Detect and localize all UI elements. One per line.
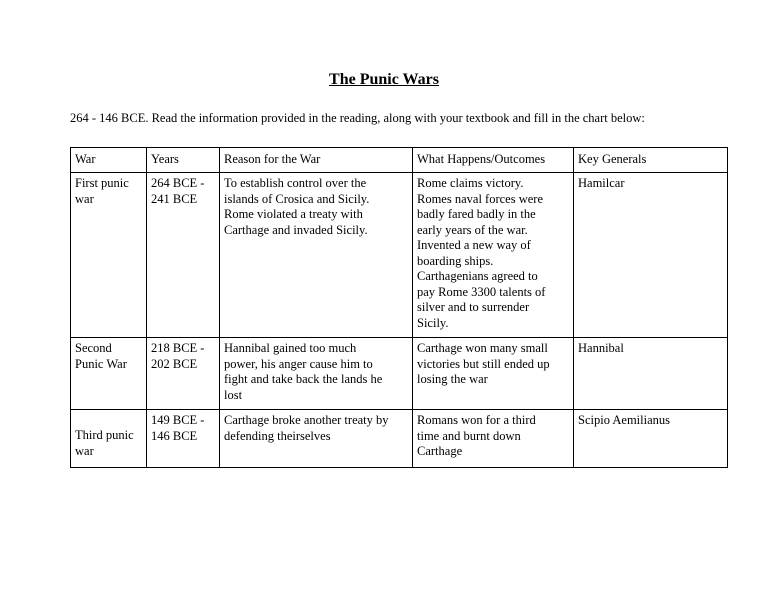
cell-line: 149 BCE -: [151, 413, 205, 427]
document-title: The Punic Wars: [329, 71, 439, 88]
cell-line: Hannibal: [578, 341, 624, 355]
cell-generals: [574, 338, 728, 410]
cell-line: 264 BCE -: [151, 176, 205, 190]
cell-line: fight and take back the lands he: [224, 372, 383, 386]
cell-line: Punic War: [75, 356, 127, 371]
cell-line: islands of Crosica and Sicily.: [224, 191, 370, 206]
cell-generals: [574, 410, 728, 468]
cell-reason: [220, 410, 413, 468]
cell-line: time and burnt down: [417, 428, 521, 443]
header-outcomes: What Happens/Outcomes: [413, 148, 574, 173]
cell-spacer: [75, 413, 142, 428]
cell-years: [147, 173, 220, 338]
cell-line: Rome claims victory.: [417, 176, 524, 190]
cell-outcome: [413, 410, 574, 468]
cell-line: defending theirselves: [224, 428, 331, 443]
intro-text: 264 - 146 BCE. Read the information provided in the reading, along with your textbook and fill in the chart below:: [70, 111, 645, 125]
cell-reason: [220, 173, 413, 338]
cell-line: Rome violated a treaty with: [224, 207, 363, 221]
cell-years: [147, 338, 220, 410]
punic-wars-chart: [70, 147, 728, 468]
cell-outcome: [413, 338, 574, 410]
cell-line: Invented a new way of: [417, 238, 531, 252]
header-years: Years: [147, 148, 220, 173]
cell-line: Scipio Aemilianus: [578, 413, 671, 427]
table-header-row: [71, 148, 728, 173]
cell-line: victories but still ended up: [417, 356, 550, 371]
cell-line: boarding ships.: [417, 253, 494, 268]
cell-line: Sicily.: [417, 315, 449, 330]
header-reason: Reason for the War: [220, 148, 413, 173]
cell-generals: [574, 173, 728, 338]
header-key-generals: Key Generals: [574, 148, 728, 173]
cell-outcome: [413, 173, 574, 338]
cell-line: 202 BCE: [151, 356, 198, 371]
cell-line: Carthage broke another treaty by: [224, 413, 389, 427]
cell-line: Carthage: [417, 444, 463, 458]
table-row-third-punic-war: [71, 410, 728, 468]
cell-line: Hamilcar: [578, 176, 625, 190]
cell-line: Carthage and invaded Sicily.: [224, 222, 368, 237]
cell-line: Carthagenians agreed to: [417, 269, 538, 283]
cell-line: war: [75, 443, 94, 458]
cell-line: Second: [75, 341, 112, 355]
cell-line: silver and to surrender: [417, 300, 530, 314]
cell-line: power, his anger cause him to: [224, 356, 373, 371]
cell-years: [147, 410, 220, 468]
cell-line: Carthage won many small: [417, 341, 548, 355]
table-row-first-punic-war: [71, 173, 728, 338]
cell-line: badly fared badly in the: [417, 207, 536, 221]
cell-war: [71, 410, 147, 468]
table-row-second-punic-war: [71, 338, 728, 410]
cell-war: [71, 338, 147, 410]
cell-line: lost: [224, 387, 243, 402]
cell-line: Hannibal gained too much: [224, 341, 357, 355]
cell-line: pay Rome 3300 talents of: [417, 284, 546, 299]
cell-line: 146 BCE: [151, 428, 198, 443]
header-war: War: [71, 148, 147, 173]
cell-line: First punic: [75, 176, 129, 190]
cell-line: losing the war: [417, 372, 488, 386]
cell-reason: [220, 338, 413, 410]
cell-line: early years of the war.: [417, 222, 528, 237]
cell-line: war: [75, 191, 94, 206]
cell-line: 241 BCE: [151, 191, 198, 206]
cell-line: Third punic: [75, 428, 134, 442]
cell-war: [71, 173, 147, 338]
cell-line: Romes naval forces were: [417, 191, 543, 206]
cell-line: 218 BCE -: [151, 341, 205, 355]
cell-line: To establish control over the: [224, 176, 367, 190]
cell-line: Romans won for a third: [417, 413, 536, 427]
